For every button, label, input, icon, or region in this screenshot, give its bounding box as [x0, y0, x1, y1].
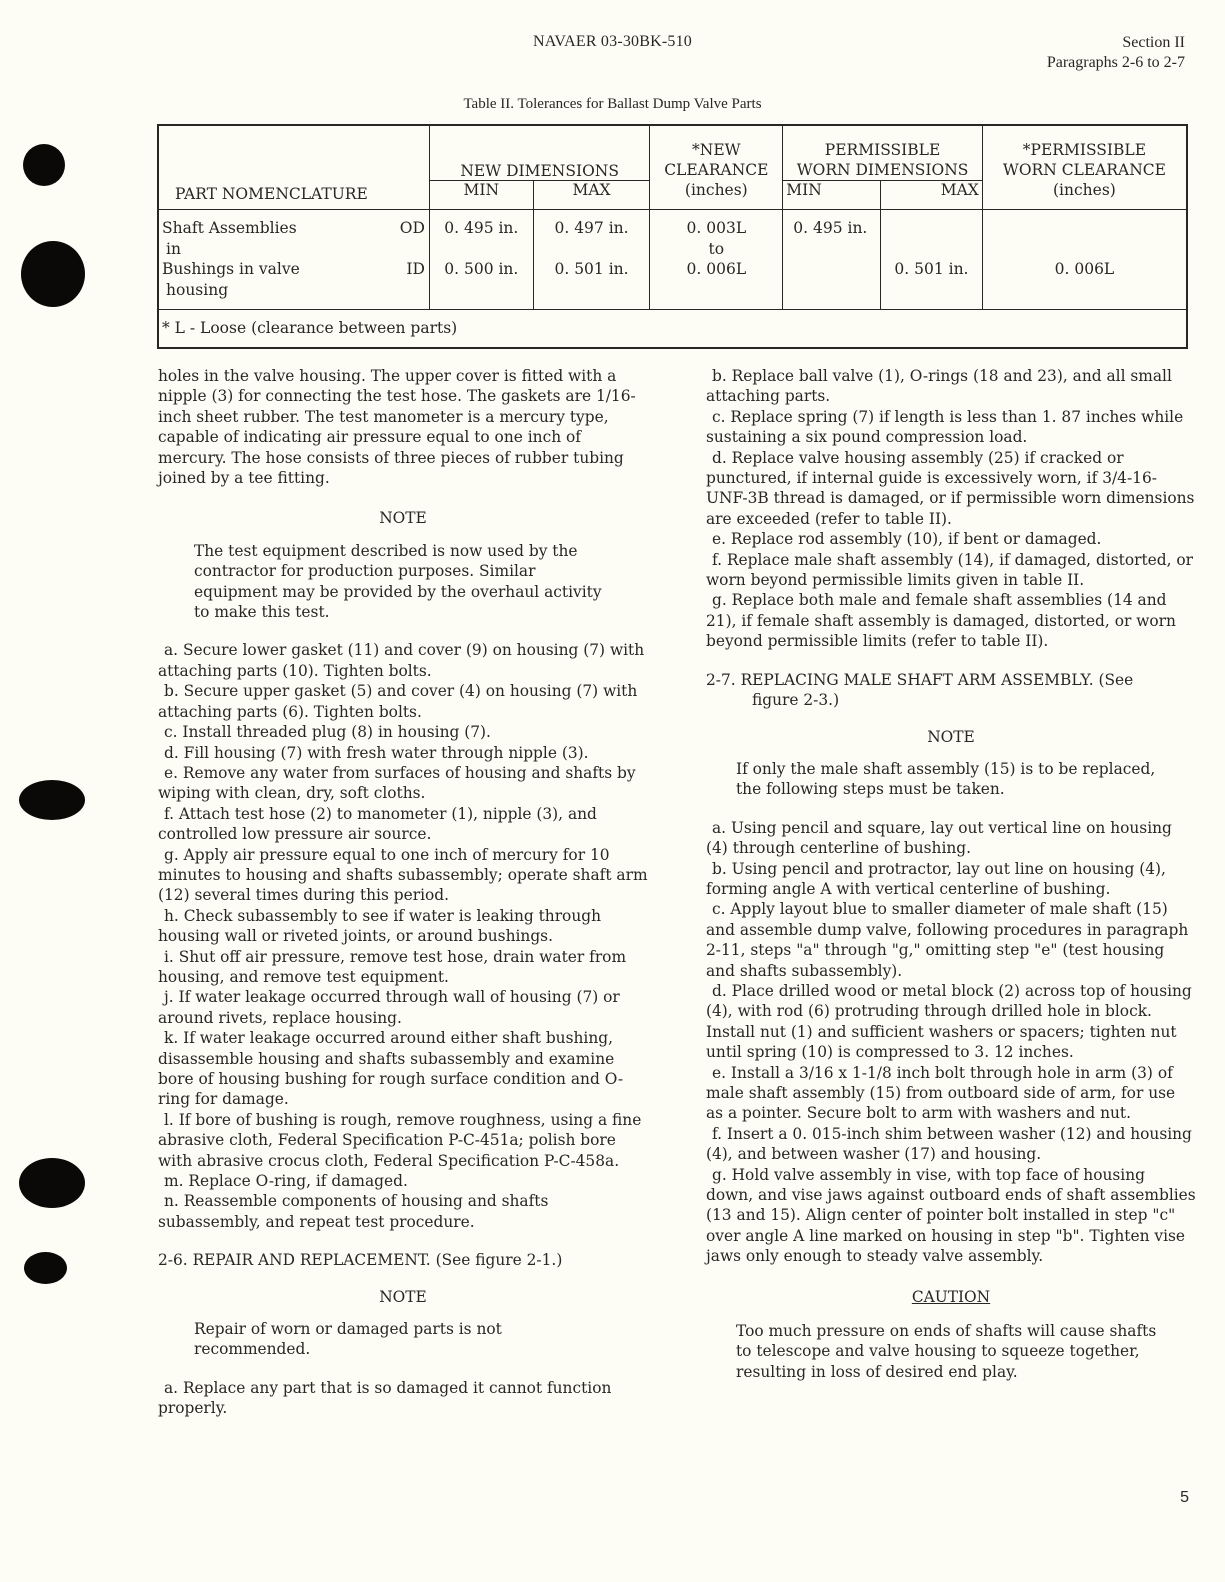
section-heading-2-6: 2-6. REPAIR AND REPLACEMENT. (See figure 2-1.) — [158, 1251, 563, 1270]
list-item: d. Fill housing (7) with fresh water through nipple (3). — [164, 743, 589, 762]
procedure-steps-list — [706, 818, 1196, 1267]
list-item: l. If bore of bushing is rough, remove roughness, using a fine abrasive cloth, Federal Specification P-C-451a; polish bore with abrasive crocus cloth, Federal Specification P-C-458a. — [158, 1110, 642, 1170]
od-code: OD — [399, 219, 425, 237]
note-heading: NOTE — [927, 727, 975, 746]
page-number: 5 — [1180, 1489, 1189, 1506]
note-text: Repair of worn or damaged parts is not recommended. — [194, 1320, 502, 1359]
list-item: c. Install threaded plug (8) in housing (7). — [164, 723, 491, 742]
left-column — [158, 366, 648, 1419]
list-item: m. Replace O-ring, if damaged. — [164, 1172, 408, 1191]
list-item: j. If water leakage occurred through wall of housing (7) or around rivets, replace housing. — [158, 988, 620, 1027]
list-item: k. If water leakage occurred around either shaft bushing, disassemble housing and shafts subassembly and examine bore of housing bushing for rough surface condition and O-ring for damage. — [158, 1029, 624, 1109]
header-new-dimensions: NEW DIMENSIONS — [429, 125, 649, 181]
note-heading: NOTE — [379, 509, 427, 528]
table-row — [158, 210, 1187, 310]
list-item: n. Reassemble components of housing and shafts subassembly, and repeat test procedure. — [158, 1192, 549, 1231]
caution-text: Too much pressure on ends of shafts will cause shafts to telescope and valve housing to squeeze together, resulting in loss of desired end play. — [736, 1322, 1157, 1381]
header-permissible-worn-clearance: *PERMISSIBLE WORN CLEARANCE (inches) — [982, 125, 1187, 210]
list-item: c. Apply layout blue to smaller diameter of male shaft (15) and assemble dump valve, following procedures in paragraph 2-11, steps "a" through "g," omitting step "e" (test housing and shafts subassembly). — [706, 900, 1189, 980]
header-new-min: MIN — [429, 181, 533, 210]
list-item: b. Secure upper gasket (5) and cover (4) on housing (7) with attaching parts (6). Tighten bolts. — [158, 682, 638, 721]
note-text: The test equipment described is now used by the contractor for production purposes. Similar equipment may be provided by the overhaul activity to make this test. — [194, 541, 602, 622]
id-code: ID — [406, 260, 425, 278]
header-worn-max: MAX — [881, 181, 983, 210]
binder-hole-icon — [24, 1252, 67, 1284]
header-new-clearance: *NEW CLEARANCE (inches) — [650, 125, 783, 210]
document-number: NAVAER 03-30BK-510 — [532, 33, 693, 50]
list-item: e. Replace rod assembly (10), if bent or damaged. — [712, 530, 1102, 549]
worn-clearance-cell: 0. 006L — [982, 210, 1187, 310]
binder-hole-icon — [19, 1158, 85, 1208]
right-column — [706, 366, 1196, 1382]
section-reference — [1047, 33, 1185, 73]
table-footnote: * L - Loose (clearance between parts) — [158, 310, 1187, 348]
paragraphs-label: Paragraphs 2-6 to 2-7 — [1046, 54, 1185, 71]
new-max-cell: 0. 497 in. 0. 501 in. — [533, 210, 650, 310]
section-heading-2-7: 2-7. REPLACING MALE SHAFT ARM ASSEMBLY. (See figure 2-3.) — [706, 670, 1134, 710]
worn-max-cell: 0. 501 in. — [881, 210, 983, 310]
new-min-cell: 0. 495 in. 0. 500 in. — [429, 210, 533, 310]
binder-hole-icon — [19, 780, 85, 820]
list-item: b. Using pencil and protractor, lay out line on housing (4), forming angle A with vertical centerline of bushing. — [706, 859, 1166, 898]
caution-heading: CAUTION — [911, 1287, 991, 1306]
intro-paragraph: holes in the valve housing. The upper cover is fitted with a nipple (3) for connecting the test hose. The gaskets are 1/16-inch sheet rubber. The test manometer is a mercury type, capable of indicating air pressure equal to one inch of mercury. The hose consists of three pieces of rubber tubing joined by a tee fitting. — [158, 367, 636, 488]
header-permissible-worn-dimensions: PERMISSIBLE WORN DIMENSIONS — [783, 125, 983, 181]
list-item: a. Secure lower gasket (11) and cover (9) on housing (7) with attaching parts (10). Tighten bolts. — [158, 641, 645, 680]
section-label: Section II — [1122, 34, 1185, 51]
list-item: g. Replace both male and female shaft assemblies (14 and 21), if female shaft assembly is damaged, distorted, or worn beyond permissible limits (refer to table II). — [706, 591, 1176, 651]
repair-steps-list — [706, 366, 1196, 652]
list-item: h. Check subassembly to see if water is leaking through housing wall or riveted joints, or around bushings. — [158, 906, 602, 946]
list-item: g. Apply air pressure equal to one inch of mercury for 10 minutes to housing and shafts subassembly; operate shaft arm (12) several times during this period. — [158, 845, 648, 905]
part-cell: Shaft Assemblies in Bushings in valve housing OD ID — [158, 210, 429, 310]
binder-hole-icon — [21, 241, 85, 307]
test-steps-list — [158, 640, 648, 1232]
header-worn-min: MIN — [783, 181, 881, 210]
header-part-nomenclature: PART NOMENCLATURE — [158, 125, 429, 210]
list-item: f. Replace male shaft assembly (14), if damaged, distorted, or worn beyond permissible limits given in table II. — [706, 550, 1194, 590]
list-item: g. Hold valve assembly in vise, with top face of housing down, and vise jaws against outboard ends of shaft assemblies (13 and 15). Align center of pointer bolt installed in step "c" over angle A line marked on housing in step "b". Tighten vise jaws only enough to steady valve assembly. — [706, 1165, 1196, 1266]
list-item: d. Replace valve housing assembly (25) if cracked or punctured, if internal guide is excessively worn, if 3/4-16-UNF-3B thread is damaged, or if permissible worn dimensions are exceeded (refer to table II). — [706, 448, 1195, 528]
note-text: If only the male shaft assembly (15) is to be replaced, the following steps must be taken. — [736, 759, 1156, 799]
binder-hole-icon — [23, 144, 65, 186]
list-item: f. Attach test hose (2) to manometer (1), nipple (3), and controlled low pressure air source. — [158, 804, 597, 844]
list-item: i. Shut off air pressure, remove test hose, drain water from housing, and remove test equipment. — [158, 947, 627, 986]
worn-min-cell: 0. 495 in. — [783, 210, 881, 310]
list-item: e. Remove any water from surfaces of housing and shafts by wiping with clean, dry, soft cloths. — [158, 763, 636, 803]
list-item: f. Insert a 0. 015-inch shim between washer (12) and housing (4), and between washer (17) and housing. — [706, 1124, 1192, 1164]
note-heading: NOTE — [379, 1287, 427, 1306]
table-title: Table II. Tolerances for Ballast Dump Valve Parts — [463, 96, 762, 112]
list-item: b. Replace ball valve (1), O-rings (18 and 23), and all small attaching parts. — [706, 367, 1172, 406]
list-item: a. Replace any part that is so damaged it cannot function properly. — [158, 1378, 612, 1418]
list-item: d. Place drilled wood or metal block (2) across top of housing (4), with rod (6) protruding through drilled hole in block. Install nut (1) and sufficient washers or spacers; tighten nut until spring (10) is compressed to 3. 12 inches. — [706, 981, 1192, 1062]
list-item: e. Install a 3/16 x 1-1/8 inch bolt through hole in arm (3) of male shaft assembly (15) from outboard side of arm, for use as a pointer. Secure bolt to arm with washers and nut. — [706, 1063, 1176, 1123]
new-clearance-cell: 0. 003L to 0. 006L — [650, 210, 783, 310]
header-new-max: MAX — [533, 181, 650, 210]
list-item: a. Using pencil and square, lay out vertical line on housing (4) through centerline of bushing. — [706, 818, 1172, 858]
list-item: c. Replace spring (7) if length is less than 1. 87 inches while sustaining a six pound compression load. — [706, 407, 1184, 447]
tolerances-table — [157, 124, 1188, 349]
